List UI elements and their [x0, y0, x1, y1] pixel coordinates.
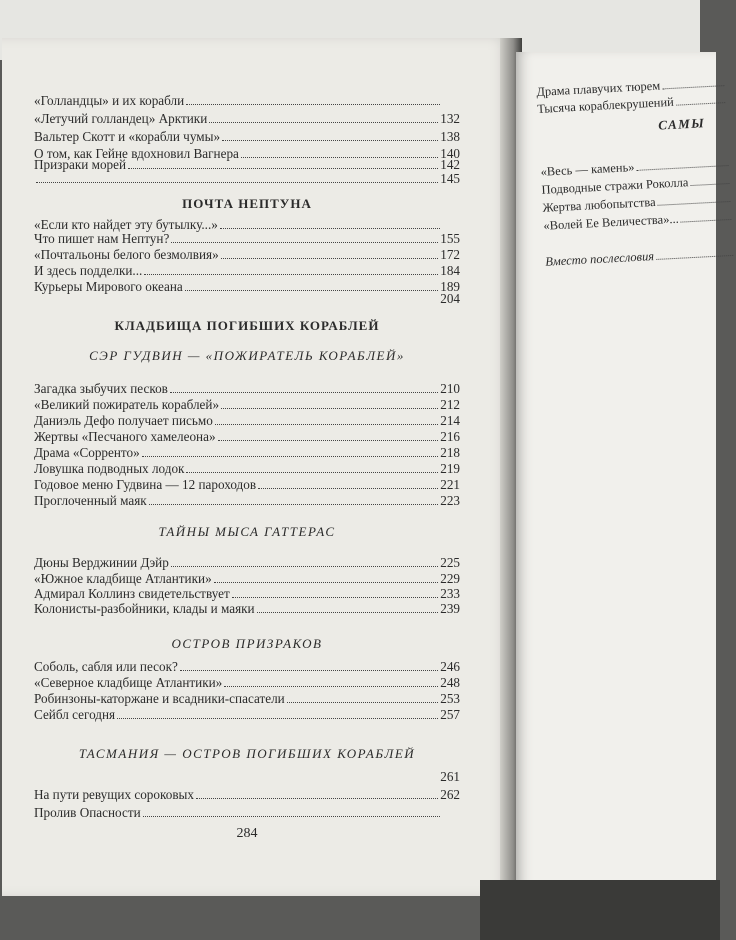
toc-line: Робинзоны-каторжане и всадники-спасатели 253	[34, 691, 460, 706]
toc-line: Соболь, сабля или песок? 246	[34, 659, 460, 674]
toc-line: Дюны Верджинии Дэйр 225	[34, 555, 460, 570]
toc-line: Пролив Опасности	[34, 804, 460, 822]
toc-line: Годовое меню Гудвина — 12 пароходов 221	[34, 477, 460, 492]
subsection-heading-goodwin: СЭР ГУДВИН — «ПОЖИРАТЕЛЬ КОРАБЛЕЙ»	[89, 348, 405, 363]
toc-line: Подводные стражи Роколла	[541, 172, 732, 199]
toc-line: «Голландцы» и их корабли	[34, 92, 460, 110]
toc-line	[34, 722, 460, 740]
toc-line: «Северное кладбище Атлантики» 248	[34, 675, 460, 690]
section-heading-right: САМЫ	[657, 115, 706, 133]
toc-line: «Волей Ее Величества»...	[543, 208, 734, 235]
toc-line: Проглоченный маяк 223	[34, 493, 460, 508]
toc-line: Загадка зыбучих песков 210	[34, 381, 460, 396]
toc-line: «Южное кладбище Атлантики» 229	[34, 571, 460, 586]
toc-line: Адмирал Коллинз свидетельствует 233	[34, 586, 460, 601]
toc-line: «Весь — камень»	[540, 154, 731, 181]
toc-line: Что пишет нам Нептун? 155	[34, 231, 460, 246]
toc-line: На пути ревущих сороковых 262	[34, 787, 460, 802]
toc-line: Жертва любопытства	[542, 190, 733, 217]
section-heading-cemeteries: КЛАДБИЩА ПОГИБШИХ КОРАБЛЕЙ	[114, 318, 380, 333]
toc-line: Ловушка подводных лодок 219	[34, 461, 460, 476]
toc-line: Даниэль Дефо получает письмо 214	[34, 413, 460, 428]
toc-line: 204	[440, 291, 460, 306]
toc-line: «Почтальоны белого безмолвия» 172	[34, 247, 460, 262]
toc-line: О том, как Гейне вдохновил Вагнера 140	[34, 146, 460, 161]
toc-line: Вальтер Скотт и «корабли чумы» 138	[34, 129, 460, 144]
toc-line: «Летучий голландец» Арктики 132	[34, 111, 460, 126]
section-heading-neptune: ПОЧТА НЕПТУНА	[182, 196, 312, 211]
toc-line: Драма «Сорренто» 218	[34, 445, 460, 460]
toc-line: Призраки морей 142	[34, 157, 460, 172]
toc-line: Курьеры Мирового океана 189	[34, 279, 460, 294]
toc-line: 261	[440, 769, 460, 784]
toc-line: Жертвы «Песчаного хамелеона» 216	[34, 429, 460, 444]
toc-line: Драма плавучих тюрем	[536, 74, 727, 101]
toc-line: Тысяча кораблекрушений	[537, 91, 728, 118]
toc-line: Сейбл сегодня 257	[34, 707, 460, 722]
subsection-heading-ghosts: ОСТРОВ ПРИЗРАКОВ	[171, 636, 323, 651]
toc-line: «Если кто найдет эту бутылку...»	[34, 216, 460, 234]
toc-line: 145	[34, 170, 460, 188]
toc-line: Колонисты-разбойники, клады и маяки 239	[34, 601, 460, 616]
toc-line-afterword: Вместо послесловия	[545, 244, 736, 271]
book-cover-edge	[480, 880, 720, 940]
toc-line: И здесь подделки... 184	[34, 263, 460, 278]
page-number: 284	[236, 826, 258, 841]
subsection-heading-tasmania: ТАСМАНИЯ — ОСТРОВ ПОГИБШИХ КОРАБЛЕЙ	[78, 746, 416, 761]
subsection-heading-hatteras: ТАЙНЫ МЫСА ГАТТЕРАС	[158, 524, 336, 539]
toc-line: «Великий пожиратель кораблей» 212	[34, 397, 460, 412]
